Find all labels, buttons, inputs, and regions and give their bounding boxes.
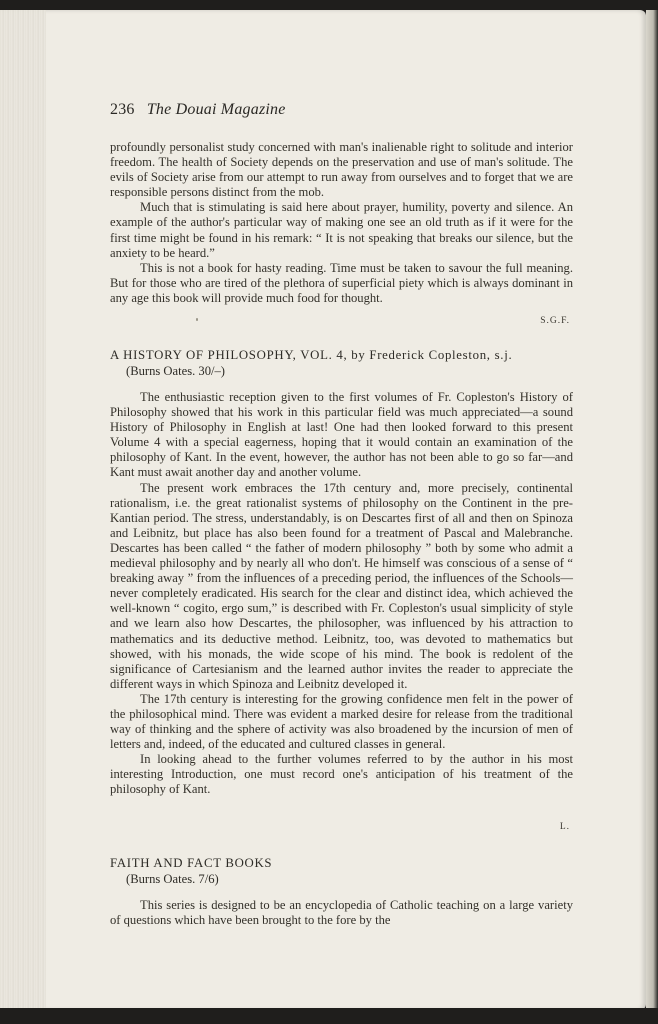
page-edge [646,10,658,1010]
running-header [110,101,286,119]
review-3-publisher: (Burns Oates. 7/6) [126,872,219,886]
page-binding-gutter [0,10,46,1010]
review-2-title: A HISTORY OF PHILOSOPHY, VOL. 4, by Frederick Copleston, s.j. [110,348,513,362]
paragraph: Much that is stimulating is said here about prayer, humility, poverty and silence. An example of the author's particular way of making one see an old truth as if it were for the first time might be found in his remark: “ It is not speaking that breaks our silence, but the anxiety to be heard.” [110,200,573,260]
review-2-publisher: (Burns Oates. 30/–) [126,364,225,378]
magazine-title: The Douai Magazine [146,101,286,118]
paragraph: The enthusiastic reception given to the first volumes of Fr. Copleston's History of Philosophy showed that his work in this particular field was much appreciated—a sound History of Philosophy in English at last! One had then looked forward to this present Volume 4 with a special eagerness, hoping that it would contain an examination of the philosophy of Kant. In the event, however, the author has not been able to go so far—and Kant must await another day and another volume. [110,390,573,480]
paragraph: This series is designed to be an encyclopedia of Catholic teaching on a large variety of questions which have been brought to the fore by the [110,898,573,928]
review-1-body [110,140,573,306]
paragraph: profoundly personalist study concerned with man's inalienable right to solitude and interior freedom. The health of Society depends on the preservation and use of man's solitude. The evils of Society arise from our attempt to run away from ourselves and to forget that we are responsible persons distinct from the mob. [110,140,573,200]
page-number: 236 [110,101,135,118]
scan-border-bottom [0,1008,658,1024]
paragraph: The present work embraces the 17th century and, more precisely, continental rationalism, i.e. the great rationalist systems of philosophy on the Continent in the pre-Kantian period. The stress, understandably, is on Descartes first of all and then on Spinoza and Leibnitz, but place has also been found for a treatment of Pascal and Malebranche. Descartes has been called “ the father of modern philosophy ” both by some who admit a medieval philosophy and by nearly all who don't. He himself was conscious of a sense of “ breaking away ” from the influences of a preceding period, the influences of the Schools—never completely eradicated. His search for the clear and distinct idea, which achieved the well-known “ cogito, ergo sum,” is described with Fr. Copleston's usual simplicity of style and we learn also how Descartes, the philosopher, was influenced by his attraction to mathematics and its deductive method. Leibnitz, too, was devoted to mathematics but showed, with his monads, the wide scope of his mind. The book is redolent of the significance of Cartesianism and the learned author invites the reader to appreciate the different ways in which Spinoza and Leibnitz developed it. [110,480,573,691]
review-3-title: FAITH AND FACT BOOKS [110,856,273,870]
review-3-body [110,898,573,928]
paper-speck [196,318,198,321]
paragraph: In looking ahead to the further volumes referred to by the author in his most interesting Introduction, one must record one's anticipation of his treatment of the philosophy of Kant. [110,752,573,797]
review-2-body [110,390,573,798]
paragraph: This is not a book for hasty reading. Time must be taken to savour the full meaning. But for those who are tired of the plethora of superficial piety which is always dominant in any age this book will provide much food for thought. [110,260,573,305]
reviewer-signature: S.G.F. [540,316,570,326]
reviewer-signature: L. [559,822,570,832]
paragraph: The 17th century is interesting for the growing confidence men felt in the power of the philosophical mind. There was evident a marked desire for release from the traditional way of thinking and the sphere of activity was also broadened by the incursion of men of letters and, indeed, of the educated and cultured classes in general. [110,691,573,752]
